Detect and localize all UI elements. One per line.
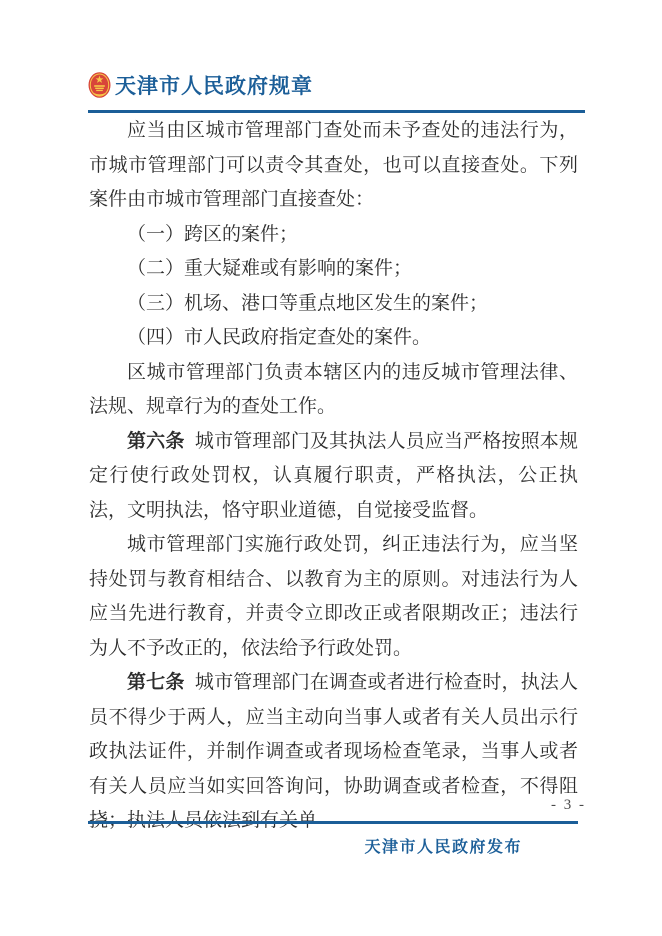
body-paragraph: 城市管理部门实施行政处罚，纠正违法行为，应当坚持处罚与教育相结合、以教育为主的原则。对违法行为人应当先进行教育，并责令立即改正或者限期改正；违法行为人不予改正的，依法给予行政处罚。 [89, 534, 578, 659]
body-paragraph: 第六条 城市管理部门及其执法人员应当严格按照本规定行使行政处罚权，认真履行职责，严格执法，公正执法，文明执法，恪守职业道德，自觉接受监督。 [89, 430, 578, 521]
page-number: - 3 - [551, 797, 586, 813]
article-number: 第七条 [127, 672, 185, 693]
body-paragraph: 第七条 城市管理部门在调查或者进行检查时，执法人员不得少于两人，应当主动向当事人或者有关人员出示行政执法证件，并制作调查或者现场检查笔录，当事人或者有关人员应当如实回答询问，协助调查或者检查，不得阻挠；执法人员依法到有关单 [89, 672, 578, 831]
document-body [89, 114, 578, 839]
body-paragraph: （三）机场、港口等重点地区发生的案件； [127, 292, 489, 314]
body-paragraph: （二）重大疑难或有影响的案件； [127, 258, 413, 279]
body-paragraph: （一）跨区的案件； [127, 223, 299, 245]
document-series-title: 天津市人民政府规章 [115, 75, 313, 98]
article-number: 第六条 [127, 430, 185, 452]
body-paragraph: 应当由区城市管理部门查处而未予查处的违法行为，市城市管理部门可以责令其查处，也可以直接查处。下列案件由市城市管理部门直接查处： [89, 120, 578, 210]
national-emblem-icon [88, 72, 111, 98]
body-paragraph: 区城市管理部门负责本辖区内的违反城市管理法律、法规、规章行为的查处工作。 [89, 361, 578, 417]
body-paragraph: （四）市人民政府指定查处的案件。 [127, 327, 432, 348]
footer-divider [88, 821, 578, 824]
publisher-label: 天津市人民政府发布 [364, 839, 522, 856]
page-header [88, 70, 585, 113]
